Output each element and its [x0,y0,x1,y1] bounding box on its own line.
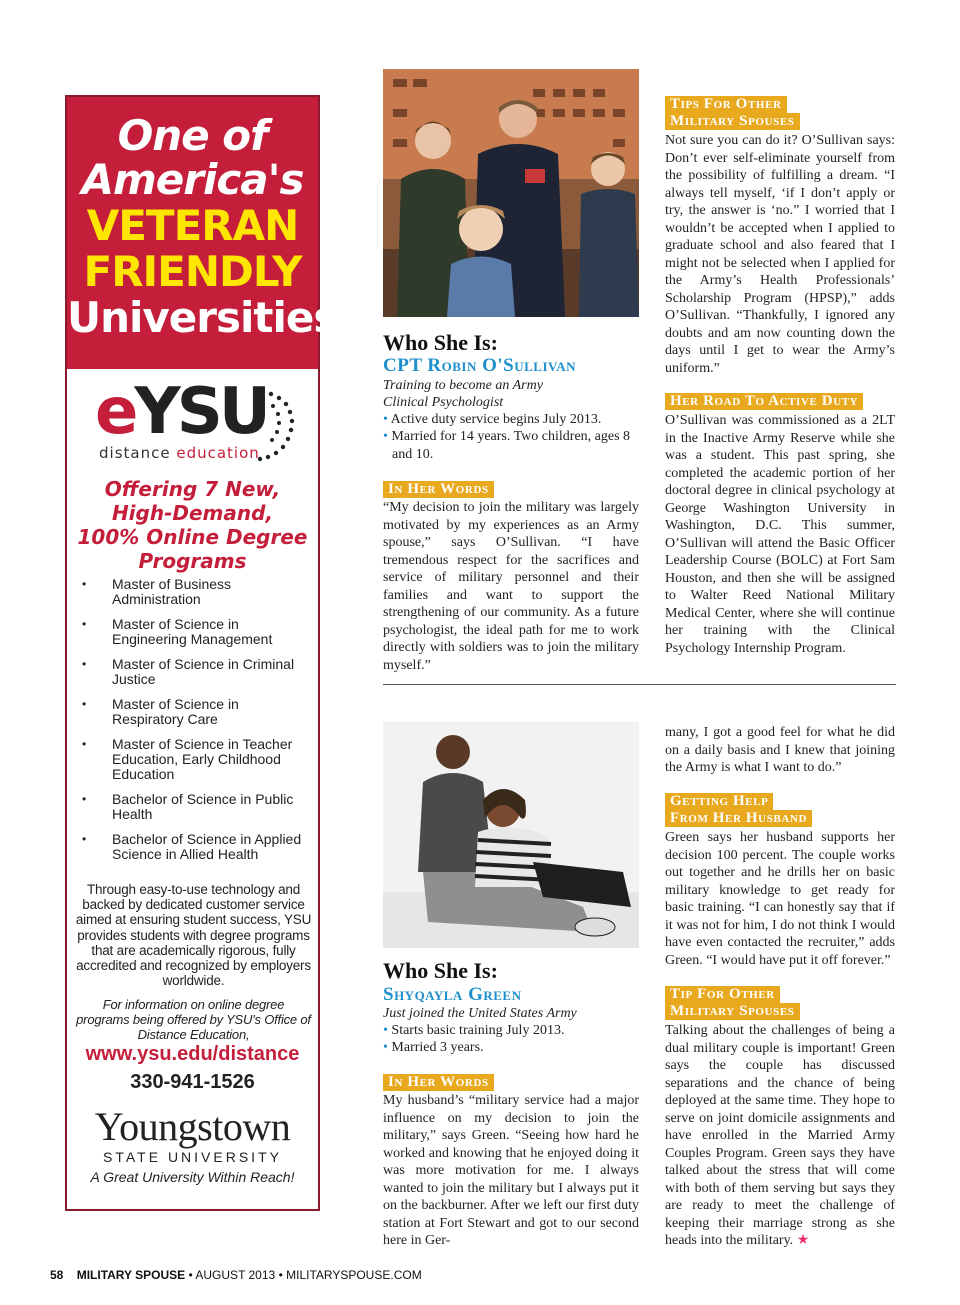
profile2-tip-label-1: Tip For Other [665,986,780,1003]
family-photo [383,69,639,317]
footer-separator: • [278,1268,283,1282]
profile1-tips-label-1: Tips For Other [665,96,787,113]
profile1-bullet: • Active duty service begins July 2013. [383,412,602,427]
bullet-text: Married 3 years. [391,1040,484,1055]
offer-line-2: High-Demand, [111,501,274,525]
profile2-tip-label-2: Military Spouses [665,1003,800,1020]
program-label: Master of Science in Teacher Education, Early Childhood Education [112,736,293,782]
profile1-words-label: In Her Words [383,481,494,498]
profile2-bullet: • Starts basic training July 2013. [383,1023,565,1038]
profile1-bullet: • Married for 14 years. Two children, ages 8 and 10. [383,429,631,462]
ad-headline-line-1: One of [117,111,268,160]
profile2-help-label-2: From Her Husband [665,810,812,827]
profile2-tip-text [665,1022,895,1250]
program-label: Bachelor of Science in Public Health [112,791,294,822]
profile1-tips-text: Not sure you can do it? O’Sullivan says: Don’t ever self-eliminate yourself from the possibility of fulfilling a dream. “I always tell myself, ‘if I don’t apply or try, the answer is ‘no.” I worried that I wouldn’t be accepted when I applied to graduate school and also feared that I might not be selected when I applied for the Army’s Health Professionals’ Scholarship Program (HPSP),” adds O’Sullivan. “Thankfully, I ignored any doubts and am now counting down the days until I get to wear the Army’s uniform.” [665,133,895,376]
program-label: Master of Science in Criminal Justice [112,656,295,687]
tip-text: Talking about the challenges of being a dual military couple is important! Green says the couple has discussed separations and the chance of being deployed at the same time. They hope to serve on joint domicile assignments and have enrolled in the Married Army Couples Program. Green says they have talked about the stress that will come with both of them serving but says they are ready to meet the challenge of keeping their marriage strong as she heads into the military. [665,1023,895,1248]
profile1-road-text: O’Sullivan was commissioned as a 2LT in the Inactive Army Reserve while she was a student. This past spring, she completed the academic portion of her doctoral degree in clinical psychology at George Washington University in Washington, D.C. This summer, O’Sullivan will attend the Basic Officer Leadership Course (BOLC) at Fort Sam Houston, and then she will be assigned to Walter Reed National Military Medical Center, where she will continue her training with the Clinical Psychology Internship Program. [665,413,895,656]
profile1-heading: Who She Is: [383,330,498,355]
university-logo-name: Youngstown [94,1104,291,1149]
ad-url-link[interactable]: www.ysu.edu/distance [85,1043,300,1065]
university-logo-sub: STATE UNIVERSITY [103,1149,282,1165]
ad-headline-line-2: America's [81,155,304,204]
footer-separator: • [188,1268,193,1282]
ad-headline-line-4: FRIENDLY [83,247,302,296]
offer-line-3: 100% Online Degree [77,525,308,549]
page-footer [50,1268,422,1282]
issue-date: AUGUST 2013 [195,1268,276,1282]
offer-line-4: Programs [138,549,247,573]
logo-sub-education: education [176,444,260,462]
ad-headline-line-5: Universities [67,293,338,342]
magazine-name: MILITARY SPOUSE [76,1268,186,1282]
bullet-text: Starts basic training July 2013. [391,1023,565,1038]
end-star-icon: ★ [796,1233,810,1248]
profile1-role: Training to become an Army Clinical Psychologist [383,378,543,410]
program-label: Master of Science in Respiratory Care [112,696,239,727]
ad-headline-line-3: VETERAN [86,201,299,250]
bullet-text: Married for 14 years. Two children, ages 8 and 10. [391,429,631,462]
profile1-tips-label-2: Military Spouses [665,113,800,130]
program-label: Master of Science in Engineering Management [112,616,273,647]
program-label: Bachelor of Science in Applied Science in Allied Health [112,831,302,862]
program-label: Master of Business Administration [112,576,232,607]
logo-e: e [95,375,135,449]
profile2-words-text-col2: many, I got a good feel for what he did on a daily basis and I knew that joining the Army is what I want to do.” [665,725,895,775]
logo-ysu: YSU [134,375,267,449]
profile2-heading: Who She Is: [383,958,498,983]
ad-phone: 330-941-1526 [130,1071,255,1093]
offer-line-1: Offering 7 New, [104,477,281,501]
profile1-road-label: Her Road To Active Duty [665,393,863,410]
university-tagline: A Great University Within Reach! [90,1169,295,1185]
profile2-words-label: In Her Words [383,1074,494,1091]
logo-sub-distance: distance [99,444,171,462]
ad-description: Through easy-to-use technology and backed by dedicated customer service aimed at ensuring student success, YSU provides students with degree programs that are academically rigorous, fully accredited and recognized by employers worldwide. [75,882,312,989]
page-number: 58 [50,1268,64,1282]
website: MILITARYSPOUSE.COM [286,1268,422,1282]
profile2-role: Just joined the United States Army [383,1006,577,1021]
bullet-text: Active duty service begins July 2013. [390,412,602,427]
ysu-advertisement: One of America's VETERAN FRIENDLY Universities eYSU distance education Offering 7 New, High-Demand, 100% Online Degree Programs • Master of Business Administration • Master of Science in Engineering Management • Master of Science in Criminal Justice • Master of Science in Respiratory Care • Master of Science in Teacher Education, Early Childhood Education • Bachelor of Science in Public Health • Bachelor of Science in Applied Science in Allied Health Through easy-to-use technology and backed by dedicated customer service aimed at ensuring student success, YSU provides students with degree programs that are academically rigorous, fully accredited and recognized by employers worldwide. For information on online degree programs being offered by YSU's Office of Distance Education, www.ysu.edu/distance 330-941-1526 Youngstown STATE UNIVERSITY A Great University Within Reach! [65,95,320,1211]
profile1-name: CPT Robin O'Sullivan [383,355,577,376]
profile2-help-text: Green says her husband supports her decision 100 percent. The couple works out together and he drills her on basic military knowledge to get ready for basic training. “I can honestly say that if it was not for him, I do not think I would have even contacted the recruiter,” adds Green. “I would have put it off forever.” [665,830,895,968]
profile2-bullet: • Married 3 years. [383,1040,484,1055]
dots-arc-icon [257,386,317,466]
couple-photo [383,722,639,948]
ad-info-text: For information on online degree programs being offered by YSU's Office of Distance Education, [76,997,311,1042]
ad-headline-panel [67,97,338,369]
profile2-name: Shyqayla Green [383,984,522,1005]
logo-subtitle [99,444,260,462]
profile2-words-text-col1: My husband’s “military service had a major influence on my decision to join the military,” says Green. “Seeing how hard he worked and knowing that he enjoyed doing it was more motivation for me. I always wanted to join the military but I always put it on the backburner. After we left our first duty station at Fort Stewart and got to our second here in Ger- [383,1093,639,1248]
profile1-words-text: “My decision to join the military was largely motivated by my experiences as an Army spouse,” says O’Sullivan. “I have tremendous respect for the sacrifices and service of military personnel and their families and want to support the strengthening of our community. As a future psychologist, the ideal path for me to work directly with soldiers was to join the military myself.” [383,500,639,673]
section-divider [383,684,896,685]
profile2-help-label-1: Getting Help [665,793,773,810]
